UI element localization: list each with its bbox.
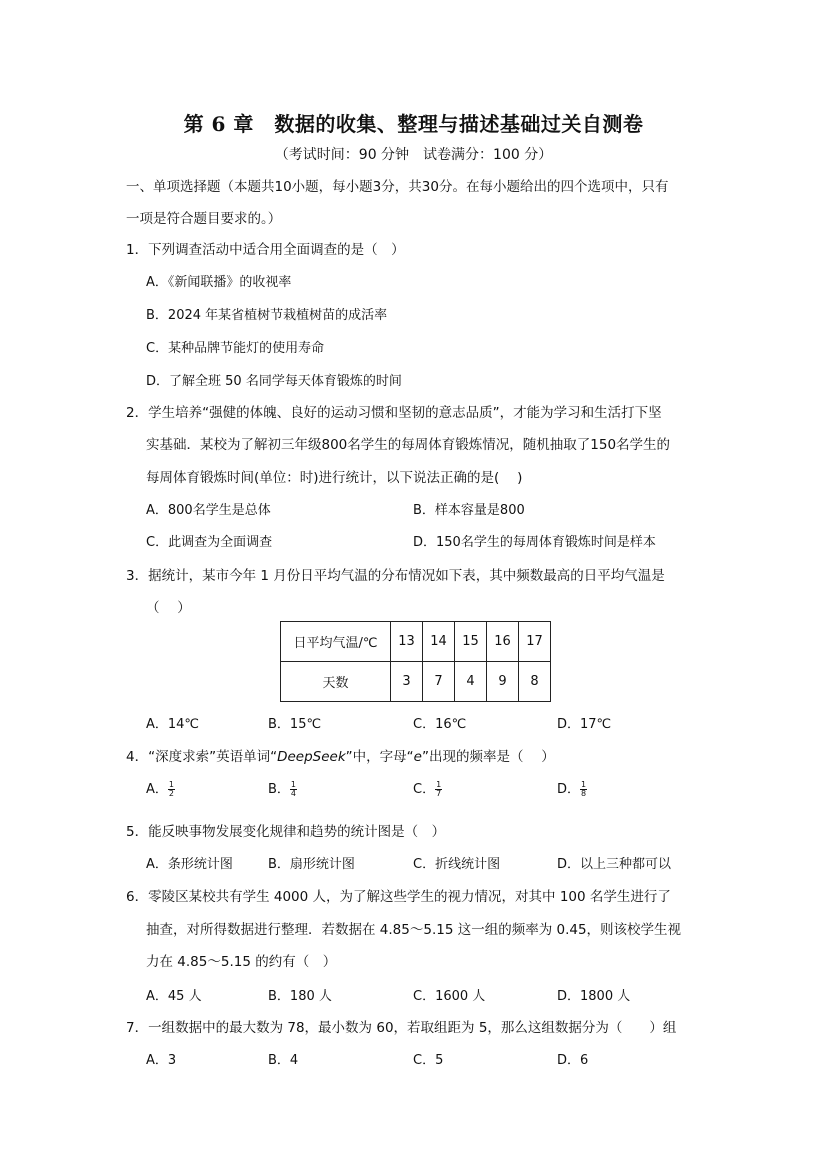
q4-stem-part: 4．“深度求索”英语单词“	[126, 749, 278, 765]
fraction	[168, 781, 175, 798]
table-row	[281, 622, 551, 662]
section-heading-line2: 一项是符合题目要求的。）	[126, 211, 282, 227]
q5-option-d: D．以上三种都可以	[557, 857, 672, 872]
q2-stem-line1: 2．学生培养“强健的体魄、良好的运动习惯和坚韧的意志品质”，才能为学习和生活打下坚	[126, 405, 662, 421]
option-label: C．	[413, 782, 436, 797]
q3-option-c: C．16℃	[413, 717, 467, 732]
q4-option-c	[413, 778, 442, 798]
table-row	[281, 662, 551, 702]
q5-option-b: B．扇形统计图	[268, 857, 355, 872]
q2-option-a: A．800名学生是总体	[146, 503, 271, 518]
q4-stem	[126, 745, 555, 765]
fraction-denominator: 8	[581, 789, 587, 798]
q6-stem-line3: 力在 4.85～5.15 的约有（ ）	[146, 954, 337, 970]
fraction-numerator: 1	[290, 780, 297, 789]
q6-option-d: D．1800 人	[557, 989, 631, 1004]
q1-option-d: D．了解全班 50 名同学每天体育锻炼的时间	[146, 374, 402, 389]
fraction	[290, 781, 297, 798]
q4-stem-part: ”出现的频率是（ ）	[421, 749, 555, 765]
q6-option-c: C．1600 人	[413, 989, 486, 1004]
table-cell: 8	[519, 662, 551, 702]
q1-option-c: C．某种品牌节能灯的使用寿命	[146, 341, 325, 356]
q5-option-a: A．条形统计图	[146, 857, 233, 872]
fraction	[435, 781, 442, 798]
fraction-denominator: 4	[290, 789, 297, 798]
q7-option-a: A．3	[146, 1053, 177, 1068]
q6-stem-line1: 6．零陵区某校共有学生 4000 人，为了解这些学生的视力情况，对其中 100 名学生进行了	[126, 889, 671, 905]
q4-option-a	[146, 778, 175, 798]
q3-option-b: B．15℃	[268, 717, 322, 732]
q2-option-b: B．样本容量是800	[413, 503, 525, 518]
fraction	[580, 781, 587, 798]
q2-option-c: C．此调查为全面调查	[146, 535, 273, 550]
q5-option-c: C．折线统计图	[413, 857, 501, 872]
q1-stem: 1．下列调查活动中适合用全面调查的是（ ）	[126, 242, 405, 258]
fraction-numerator: 1	[168, 780, 174, 789]
q7-option-b: B．4	[268, 1053, 299, 1068]
page-title: 第 6 章 数据的收集、整理与描述基础过关自测卷	[183, 112, 644, 136]
table-cell: 16	[487, 622, 519, 662]
q2-option-d: D．150名学生的每周体育锻炼时间是样本	[413, 535, 656, 550]
q6-stem-line2: 抽查，对所得数据进行整理．若数据在 4.85～5.15 这一组的频率为 0.45，则该校学生视	[146, 922, 682, 938]
table-cell-days-label: 天数	[281, 662, 391, 702]
table-cell: 17	[519, 622, 551, 662]
table-cell: 9	[487, 662, 519, 702]
q4-word: DeepSeek	[277, 749, 346, 765]
option-label: B．	[268, 782, 290, 797]
q4-option-d	[557, 778, 587, 798]
table-cell: 13	[391, 622, 423, 662]
fraction-denominator: 7	[436, 789, 442, 798]
option-label: A．	[146, 782, 168, 797]
temperature-frequency-table	[280, 621, 551, 702]
fraction-numerator: 1	[581, 780, 587, 789]
table-cell: 3	[391, 662, 423, 702]
fraction-denominator: 2	[168, 789, 174, 798]
q5-stem: 5．能反映事物发展变化规律和趋势的统计图是（ ）	[126, 824, 446, 840]
option-label: D．	[557, 782, 581, 797]
q1-option-b: B．2024 年某省植树节栽植树苗的成活率	[146, 308, 388, 323]
q7-stem: 7．一组数据中的最大数为 78，最小数为 60，若取组距为 5，那么这组数据分为（ ）组	[126, 1020, 677, 1036]
q2-stem-line3: 每周体育锻炼时间(单位：时)进行统计，以下说法正确的是( )	[146, 470, 523, 486]
q4-option-b	[268, 778, 297, 798]
q2-stem-line2: 实基础．某校为了解初三年级800名学生的每周体育锻炼情况，随机抽取了150名学生的	[146, 437, 671, 453]
section-heading-line1: 一、单项选择题（本题共10小题，每小题3分，共30分。在每小题给出的四个选项中，只有	[126, 179, 669, 195]
table-cell: 15	[455, 622, 487, 662]
q3-stem-line2: （ ）	[146, 600, 191, 616]
q7-option-c: C．5	[413, 1053, 444, 1068]
q3-option-d: D．17℃	[557, 717, 612, 732]
q4-letter: e	[413, 749, 422, 765]
q6-option-a: A．45 人	[146, 989, 202, 1004]
q4-stem-part: ”中，字母“	[345, 749, 414, 765]
q7-option-d: D．6	[557, 1053, 589, 1068]
q6-option-b: B．180 人	[268, 989, 332, 1004]
fraction-numerator: 1	[436, 780, 442, 789]
table-cell: 7	[423, 662, 455, 702]
q1-option-a: A．《新闻联播》的收视率	[146, 275, 292, 290]
table-cell: 14	[423, 622, 455, 662]
exam-info: （考试时间：90 分钟 试卷满分：100 分）	[274, 147, 553, 163]
table-cell-temp-label: 日平均气温/℃	[281, 622, 391, 662]
q3-stem-line1: 3．据统计，某市今年 1 月份日平均气温的分布情况如下表，其中频数最高的日平均气温是	[126, 568, 665, 584]
q3-option-a: A．14℃	[146, 717, 200, 732]
table-cell: 4	[455, 662, 487, 702]
